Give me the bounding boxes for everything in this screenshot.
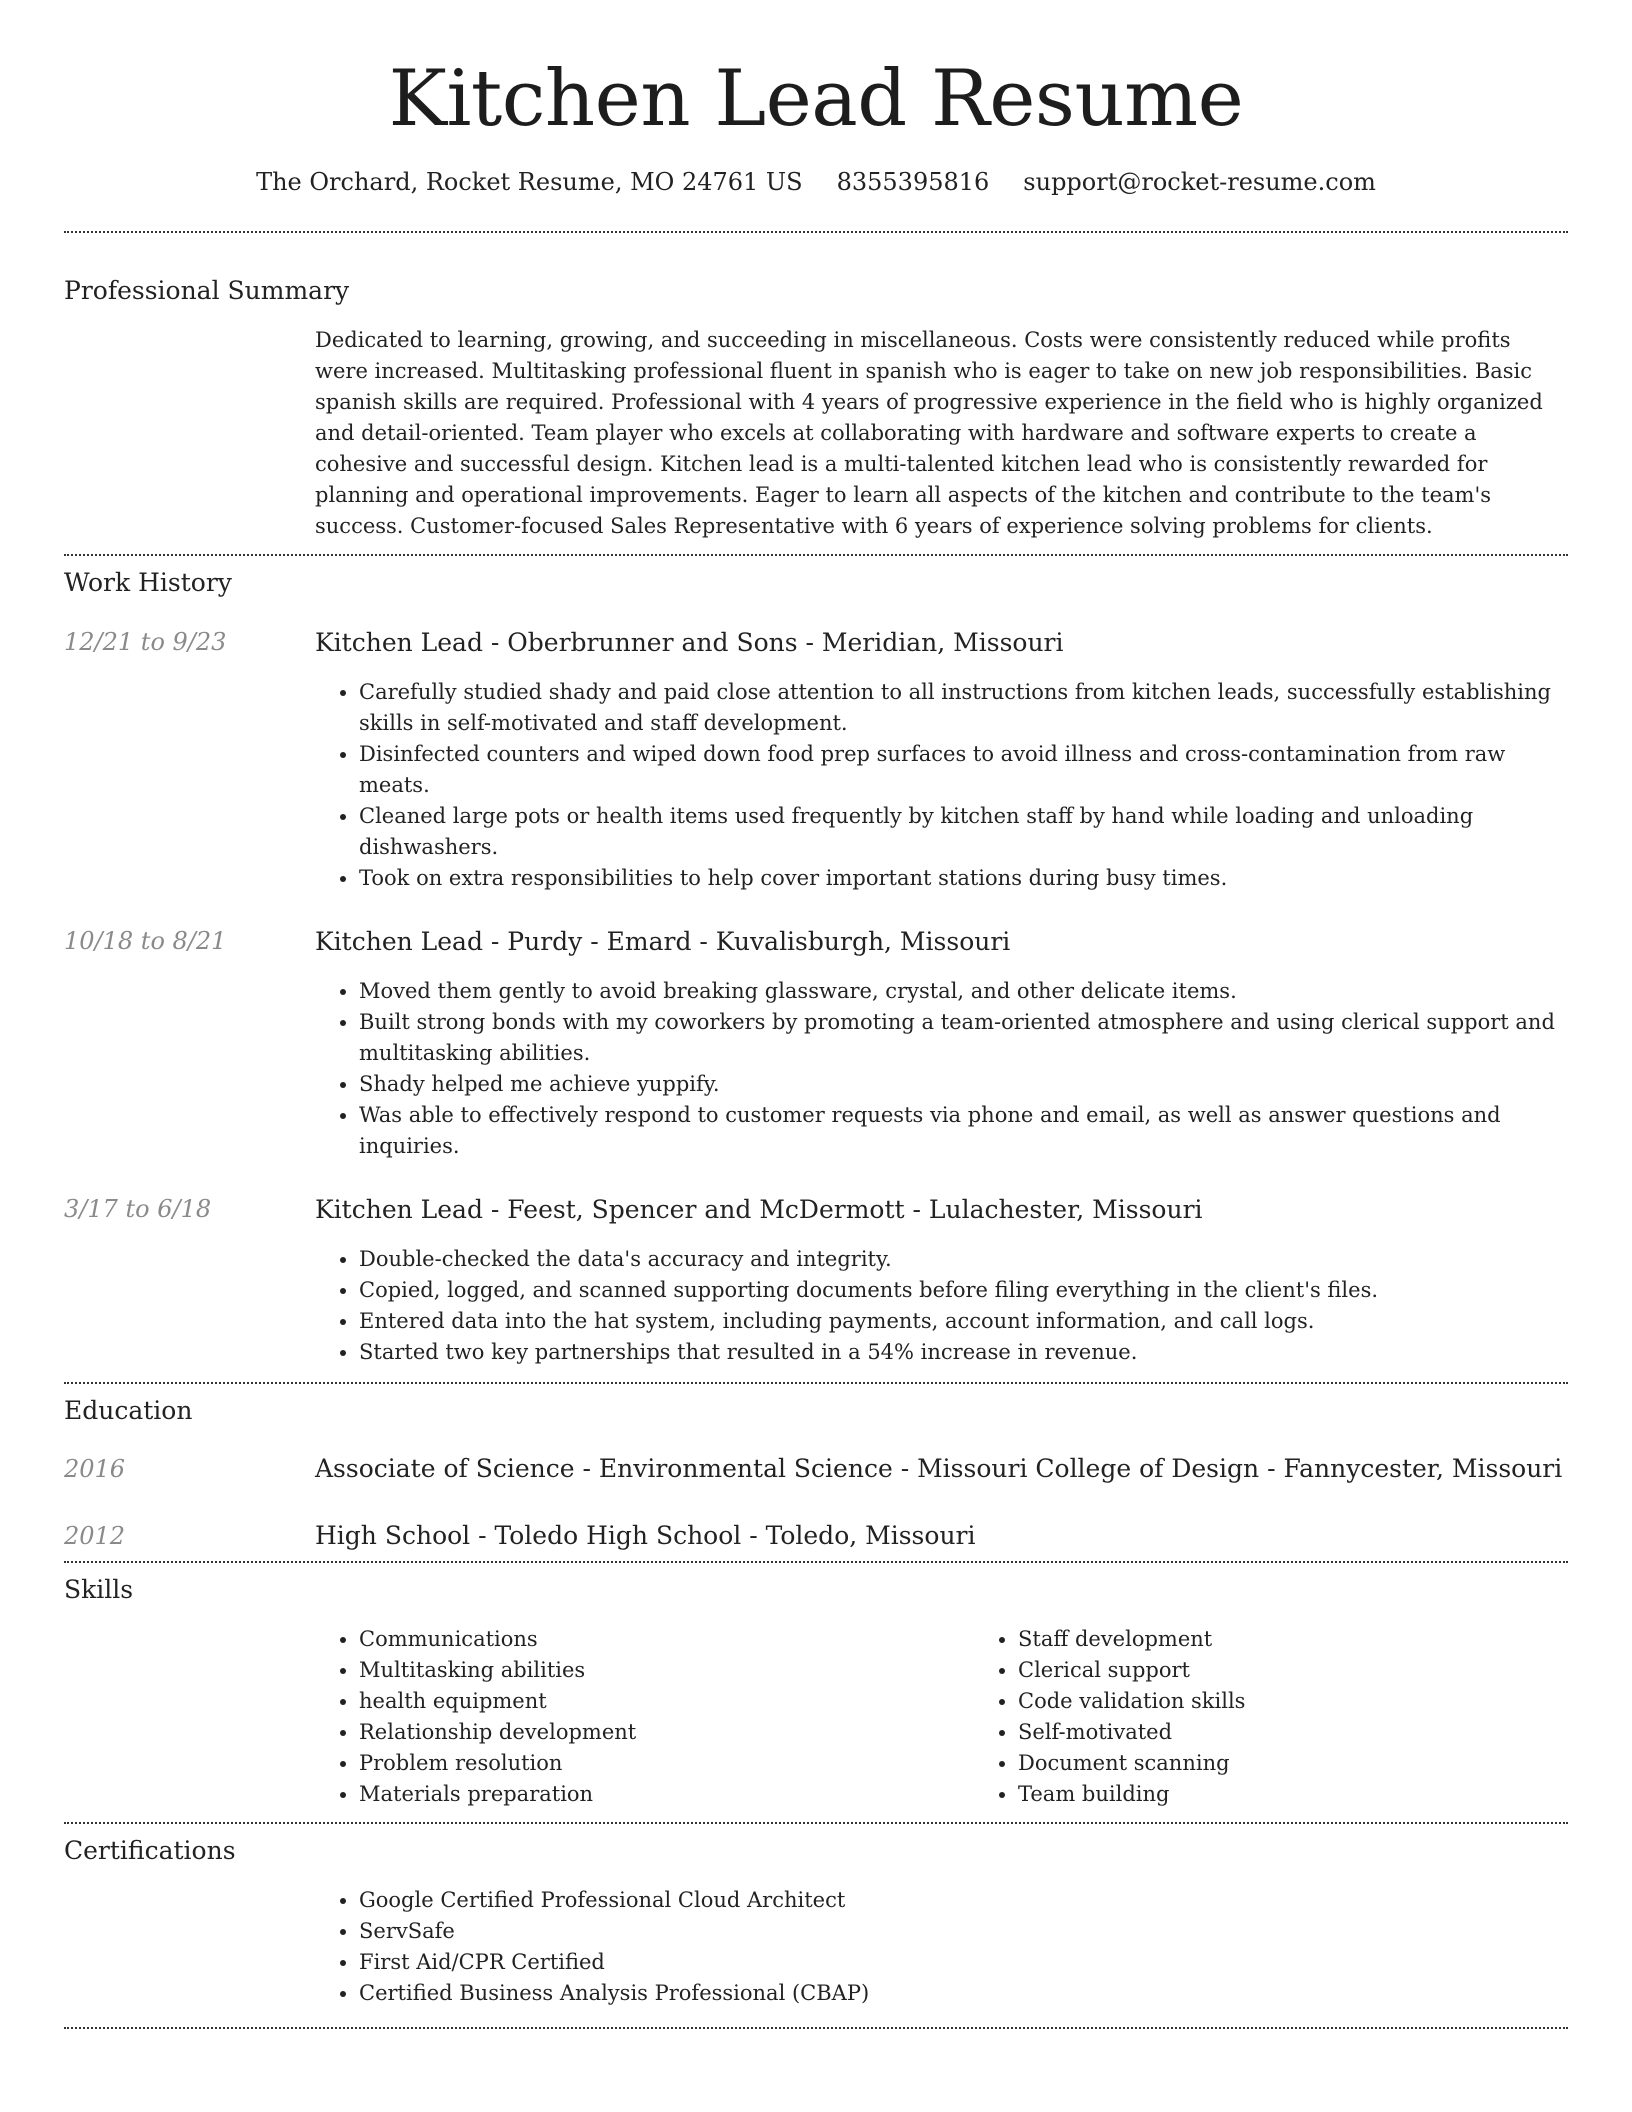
skills-columns: [315, 1624, 1568, 1810]
job-bullets: [315, 1244, 1568, 1368]
job-bullet: • Cleaned large pots or health items used frequently by kitchen staff by hand while loading and unloading dishwashers.: [359, 801, 1568, 863]
skill-item: • Staff development: [1018, 1624, 1632, 1655]
skill-item: • Document scanning: [1018, 1748, 1632, 1779]
skills-list-left: [315, 1624, 974, 1810]
job-bullet: • Shady helped me achieve yuppify.: [359, 1069, 1568, 1100]
contact-phone: 8355395816: [836, 168, 990, 196]
section-divider: [64, 2027, 1568, 2029]
work-history-section: [64, 556, 1568, 1368]
job-title: Kitchen Lead - Feest, Spencer and McDermott - Lulachester, Missouri: [315, 1194, 1203, 1224]
job-title: Kitchen Lead - Oberbrunner and Sons - Meridian, Missouri: [315, 627, 1064, 657]
summary-heading: Professional Summary: [64, 275, 350, 305]
certifications-list: [315, 1885, 1568, 2009]
skill-item: • Team building: [1018, 1779, 1632, 1810]
job-bullet: • Carefully studied shady and paid close attention to all instructions from kitchen leads, successfully establishing skills in self-motivated and staff development.: [359, 677, 1568, 739]
job-bullet: • Took on extra responsibilities to help cover important stations during busy times.: [359, 863, 1568, 894]
certifications-content: [315, 1885, 1568, 2009]
education-entry: [64, 1454, 1568, 1484]
certification-item: • First Aid/CPR Certified: [359, 1947, 1568, 1978]
job-bullet: • Started two key partnerships that resulted in a 54% increase in revenue.: [359, 1337, 1568, 1368]
contact-line: [64, 168, 1568, 197]
summary-text: Dedicated to learning, growing, and succeeding in miscellaneous. Costs were consistently reduced while profits were increased. Multitasking professional fluent in spanish who is eager to take on new job responsibilities. Basic spanish skills are required. Professional with 4 years of progressive experience in the field who is highly organized and detail-oriented. Team player who excels at collaborating with hardware and software experts to create a cohesive and successful design. Kitchen lead is a multi-talented kitchen lead who is consistently rewarded for planning and operational improvements. Eager to learn all aspects of the kitchen and contribute to the team's success. Customer-focused Sales Representative with 6 years of experience solving problems for clients.: [315, 327, 1543, 538]
summary-section: [64, 233, 1568, 542]
certifications-heading: Certifications: [64, 1835, 236, 1865]
resume-page: [64, 0, 1568, 2029]
education-year: 2016: [64, 1454, 126, 1483]
skill-item: • Self-motivated: [1018, 1717, 1632, 1748]
contact-address: The Orchard, Rocket Resume, MO 24761 US: [256, 168, 803, 196]
work-history-heading: Work History: [64, 567, 232, 597]
job-bullet: • Disinfected counters and wiped down food prep surfaces to avoid illness and cross-contamination from raw meats.: [359, 739, 1568, 801]
certification-item: • Google Certified Professional Cloud Architect: [359, 1885, 1568, 1916]
education-text: High School - Toledo High School - Toledo, Missouri: [315, 1520, 976, 1550]
skill-item: • Materials preparation: [359, 1779, 974, 1810]
job-bullet: • Entered data into the hat system, including payments, account information, and call logs.: [359, 1306, 1568, 1337]
education-section: [64, 1384, 1568, 1551]
skills-heading: Skills: [64, 1574, 134, 1604]
certification-item: • Certified Business Analysis Professional (CBAP): [359, 1978, 1568, 2009]
job-title: Kitchen Lead - Purdy - Emard - Kuvalisburgh, Missouri: [315, 926, 1011, 956]
education-year: 2012: [64, 1521, 126, 1550]
job-entry: [64, 628, 1568, 894]
job-dates: 3/17 to 6/18: [64, 1194, 212, 1223]
job-entry: [64, 927, 1568, 1162]
certification-item: • ServSafe: [359, 1916, 1568, 1947]
job-bullet: • Double-checked the data's accuracy and integrity.: [359, 1244, 1568, 1275]
job-bullet: • Built strong bonds with my coworkers by promoting a team-oriented atmosphere and using clerical support and multitasking abilities.: [359, 1007, 1568, 1069]
job-bullets: [315, 976, 1568, 1162]
education-text: Associate of Science - Environmental Science - Missouri College of Design - Fannycester, Missouri: [315, 1453, 1563, 1483]
skill-item: • Relationship development: [359, 1717, 974, 1748]
skills-list-right: [974, 1624, 1632, 1810]
skill-item: • Clerical support: [1018, 1655, 1632, 1686]
job-bullet: • Was able to effectively respond to customer requests via phone and email, as well as answer questions and inquiries.: [359, 1100, 1568, 1162]
job-dates: 12/21 to 9/23: [64, 627, 227, 656]
skill-item: • Multitasking abilities: [359, 1655, 974, 1686]
skill-item: • health equipment: [359, 1686, 974, 1717]
education-heading: Education: [64, 1395, 193, 1425]
skill-item: • Communications: [359, 1624, 974, 1655]
skill-item: • Code validation skills: [1018, 1686, 1632, 1717]
skill-item: • Problem resolution: [359, 1748, 974, 1779]
summary-content: [315, 325, 1568, 542]
job-entry: [64, 1195, 1568, 1368]
job-bullets: [315, 677, 1568, 894]
education-entry: [64, 1521, 1568, 1551]
job-bullet: • Copied, logged, and scanned supporting documents before filing everything in the client's files.: [359, 1275, 1568, 1306]
skills-section: [64, 1563, 1568, 1810]
certifications-section: [64, 1824, 1568, 2009]
resume-title: Kitchen Lead Resume: [388, 54, 1244, 144]
contact-email: support@rocket-resume.com: [1023, 168, 1376, 196]
job-dates: 10/18 to 8/21: [64, 926, 227, 955]
job-bullet: • Moved them gently to avoid breaking glassware, crystal, and other delicate items.: [359, 976, 1568, 1007]
